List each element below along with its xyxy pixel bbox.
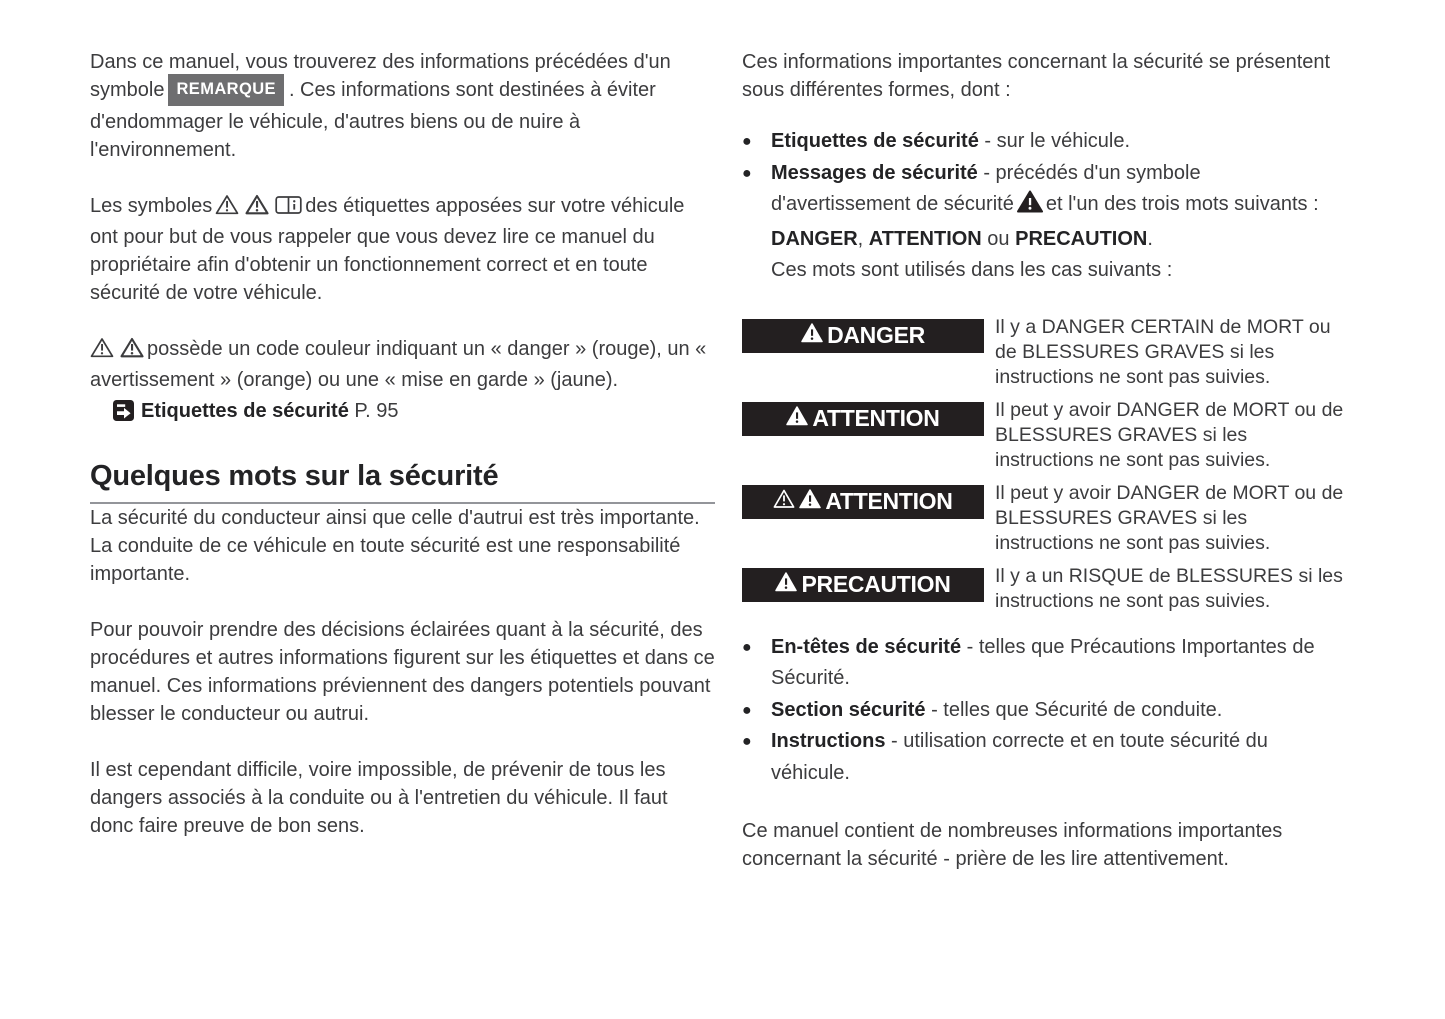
warning-triangle-filled-icon (1017, 190, 1043, 224)
warning-label: DANGER (827, 322, 925, 348)
left-column (90, 48, 715, 868)
bullet-icon: ● (742, 638, 752, 656)
paragraph-remarque (90, 48, 715, 164)
list-item-section (742, 695, 1344, 727)
list-item-text: - sur le véhicule. (978, 130, 1131, 152)
paragraph-color-code (90, 335, 715, 394)
warning-label: ATTENTION (812, 405, 940, 431)
paragraph-remarque-text-before: Dans ce manuel, vous trouverez des informations précédées d'un symbole (90, 51, 671, 101)
paragraph-intro-forms: Ces informations importantes concernant la sécurité se présentent sous différentes formes, dont : (742, 51, 1331, 101)
precaution-box (742, 568, 984, 602)
warning-description: Il peut y avoir DANGER de MORT ou de BLESSURES GRAVES si les instructions ne sont pas suivies. (995, 481, 1344, 554)
list-item-label: Section sécurité (771, 698, 926, 721)
list-item-label: En-têtes de sécurité (771, 635, 962, 658)
signal-word-separator: . (1147, 227, 1153, 250)
paragraph-symbols (90, 192, 715, 307)
safety-forms-list (742, 126, 1344, 287)
warning-triangle-outline-icon (90, 337, 114, 366)
paragraph-common-sense: Il est cependant difficile, voire impossible, de prévenir de tous les dangers associés à la conduite ou à l'entretien du véhicule. Il faut donc faire preuve de bon sens. (90, 759, 668, 837)
warning-description: Il y a un RISQUE de BLESSURES si les instructions ne sont pas suivies. (995, 564, 1343, 612)
safety-forms-list-continued (742, 632, 1344, 790)
warning-triangle-outline-white-icon (773, 489, 795, 514)
signal-word-separator: ou (981, 227, 1016, 250)
paragraph-responsibility: La sécurité du conducteur ainsi que celle d'autrui est très importante. La conduite de ce véhicule en toute sécurité est une responsabilité importante. (90, 507, 700, 585)
danger-box (742, 319, 984, 353)
warning-row-precaution (742, 564, 1370, 614)
cross-reference-link[interactable] (90, 397, 715, 429)
warning-row-attention (742, 398, 1370, 473)
list-item-entetes (742, 632, 1344, 695)
warning-triangle-outline-icon (120, 337, 144, 366)
warning-triangle-white-icon (786, 406, 808, 431)
bullet-icon: ● (742, 701, 752, 719)
right-column (742, 48, 1370, 901)
list-item-text: - telles que Précautions Importantes de Sécurité. (771, 635, 1315, 689)
cross-reference-label: Etiquettes de sécurité (141, 400, 349, 422)
warning-label: PRECAUTION (801, 571, 951, 597)
bullet-icon: ● (742, 133, 752, 150)
list-item-text: - utilisation correcte et en toute sécurité du véhicule. (771, 730, 1268, 784)
warning-triangle-outline-icon (215, 194, 239, 223)
owner-manual-book-icon (275, 195, 302, 223)
list-item-label: Etiquettes de sécurité (771, 130, 979, 152)
list-item-instructions (742, 726, 1344, 789)
list-item-etiquettes (742, 126, 1344, 158)
paragraph-color-code-text: possède un code couleur indiquant un « danger » (rouge), un « avertissement » (orange) ou une « mise en garde » (jaune). (90, 338, 707, 391)
cross-reference-page: P. 95 (354, 400, 399, 422)
warning-row-danger (742, 315, 1370, 390)
paragraph-closing: Ce manuel contient de nombreuses informations importantes concernant la sécurité - prière de les lire attentivement. (742, 820, 1283, 870)
warning-triangle-white-icon (775, 572, 797, 597)
list-item-text: - telles que Sécurité de conduite. (925, 698, 1223, 721)
attention-box (742, 402, 984, 436)
signal-words-line (771, 224, 1344, 256)
list-item-text: et l'un des trois mots suivants : (1045, 193, 1319, 215)
paragraph-informed-decisions: Pour pouvoir prendre des décisions éclairées quant à la sécurité, des procédures et autres informations figurent sur les étiquettes et dans ce manuel. Ces informations préviennent des dangers potentiels pouvant blesser le conducteur ou autrui. (90, 619, 715, 725)
warning-row-attention-double (742, 481, 1370, 556)
signal-word-separator: , (857, 227, 869, 250)
list-item-messages (742, 158, 1344, 287)
warning-triangle-white-icon (799, 489, 821, 514)
warning-triangle-white-icon (801, 323, 823, 348)
paragraph-symbols-text-after: des étiquettes apposées sur votre véhicule ont pour but de vous rappeler que vous devez lire ce manuel du propriétaire afin d'obtenir un fonctionnement correct et en toute sécurité de votre véhicule. (90, 195, 685, 304)
warning-label: ATTENTION (825, 488, 953, 514)
bullet-icon: ● (742, 164, 752, 182)
cross-reference-arrow-icon (113, 400, 134, 429)
list-item-text: - précédés d'un symbole d'avertissement de sécurité (771, 161, 1201, 215)
warning-triangle-outline-icon (245, 194, 269, 223)
attention-double-box (742, 485, 984, 519)
paragraph-remarque-text-after: . Ces informations sont destinées à éviter d'endommager le véhicule, d'autres biens ou de nuire à l'environnement. (90, 79, 656, 161)
signal-words-usage: Ces mots sont utilisés dans les cas suivants : (771, 259, 1173, 281)
signal-word: DANGER (771, 227, 858, 250)
warning-description: Il y a DANGER CERTAIN de MORT ou de BLESSURES GRAVES si les instructions ne sont pas suivies. (995, 315, 1331, 388)
signal-word: PRECAUTION (1015, 227, 1148, 250)
paragraph-symbols-text-before: Les symboles (90, 195, 213, 217)
list-item-label: Messages de sécurité (771, 161, 978, 184)
bullet-icon: ● (742, 733, 752, 750)
section-heading: Quelques mots sur la sécurité (90, 460, 499, 492)
list-item-label: Instructions (771, 730, 886, 752)
signal-word: ATTENTION (868, 227, 982, 250)
remarque-badge: REMARQUE (168, 74, 283, 106)
warning-description: Il peut y avoir DANGER de MORT ou de BLESSURES GRAVES si les instructions ne sont pas suivies. (995, 398, 1344, 471)
